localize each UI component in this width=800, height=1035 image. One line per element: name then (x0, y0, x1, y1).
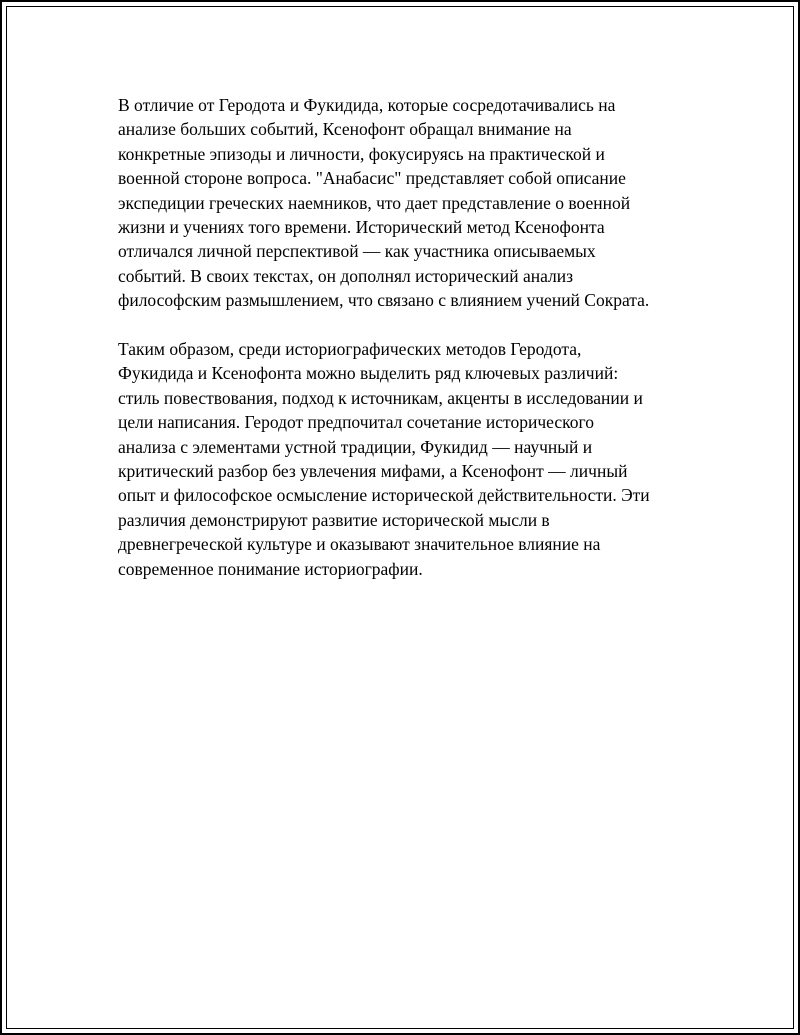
text-line: цели написания. Геродот предпочитал сочетание исторического (118, 412, 594, 433)
paragraph-conclusion (118, 337, 688, 581)
text-line: различия демонстрируют развитие исторической мысли в (118, 509, 550, 530)
text-line: философским размышлением, что связано с влиянием учений Сократа. (118, 290, 650, 311)
text-line: стиль повествования, подход к источникам, акценты в исследовании и (118, 387, 643, 408)
text-line: Таким образом, среди историографических методов Геродота, (118, 339, 582, 360)
paragraph-xenophon-method (118, 93, 688, 313)
text-line: Фукидида и Ксенофонта можно выделить ряд ключевых различий: (118, 363, 619, 384)
text-line: событий. В своих текстах, он дополнял исторический анализ (118, 265, 574, 286)
text-line: экспедиции греческих наемников, что дает представление о военной (118, 192, 631, 213)
text-line: отличался личной перспективой — как участника описываемых (118, 241, 596, 262)
text-line: древнегреческой культуре и оказывают значительное влияние на (118, 534, 601, 555)
text-line: анализа с элементами устной традиции, Фукидид — научный и (118, 436, 593, 457)
text-line: опыт и философское осмысление исторической действительности. Эти (118, 485, 650, 506)
text-line: конкретные эпизоды и личности, фокусируясь на практической и (118, 143, 605, 164)
text-line: военной стороне вопроса. "Анабасис" представляет собой описание (118, 168, 626, 189)
text-line: В отличие от Геродота и Фукидида, которые сосредотачивались на (118, 95, 616, 115)
text-line: анализе больших событий, Ксенофонт обращал внимание на (118, 119, 572, 140)
text-line: критический разбор без увлечения мифами, а Ксенофонт — личный (118, 461, 628, 482)
text-line: жизни и учениях того времени. Исторический метод Ксенофонта (118, 217, 605, 238)
text-line: современное понимание историографии. (118, 558, 423, 579)
document-body (118, 93, 688, 606)
